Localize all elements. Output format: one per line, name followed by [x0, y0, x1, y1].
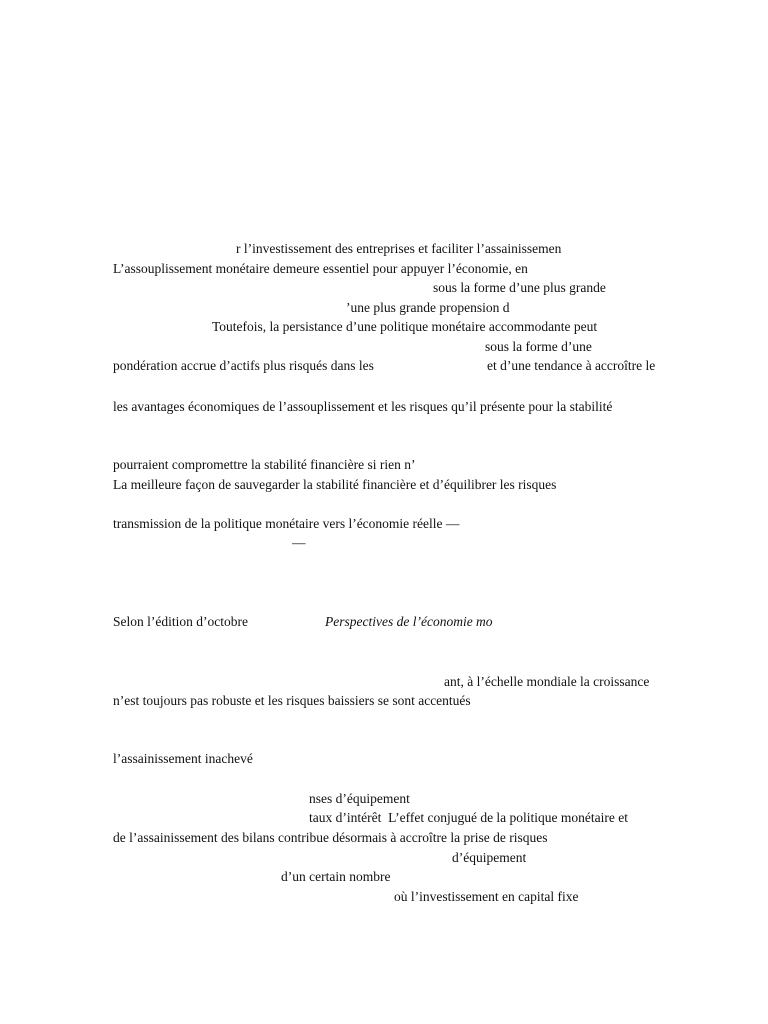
text-line: d’équipement — [452, 850, 527, 865]
text-line: sous la forme d’une plus grande — [433, 280, 606, 295]
text-line: d’un certain nombre — [281, 869, 391, 884]
text-line: ant, à l’échelle mondiale la croissance — [444, 674, 650, 689]
text-line: de l’assainissement des bilans contribue désormais à accroître la prise de risques — [113, 830, 548, 845]
text-line: où l’investissement en capital fixe — [394, 889, 579, 904]
text-line: ’une plus grande propension d — [346, 300, 510, 315]
text-line: pourraient compromettre la stabilité financière si rien n’ — [113, 457, 416, 472]
text-line: et d’une tendance à accroître le — [487, 358, 656, 373]
text-line: l’assainissement inachevé — [113, 751, 253, 766]
text-line: r l’investissement des entreprises et faciliter l’assainissemen — [236, 241, 562, 256]
text-line: pondération accrue d’actifs plus risqués dans les — [113, 358, 374, 373]
text-line: transmission de la politique monétaire vers l’économie réelle — — [113, 516, 460, 531]
dash-line: — — [292, 535, 306, 550]
text-line: les avantages économiques de l’assouplissement et les risques qu’il présente pour la stabilité — [113, 399, 613, 414]
text-line: La meilleure façon de sauvegarder la stabilité financière et d’équilibrer les risques — [113, 477, 557, 492]
text-line: sous la forme d’une — [485, 339, 592, 354]
text-line: Toutefois, la persistance d’une politique monétaire accommodante peut — [212, 319, 598, 334]
text-line: taux d’intérêt L’effet conjugué de la politique monétaire et — [309, 810, 629, 825]
publication-title: Perspectives de l’économie mo — [325, 614, 493, 629]
text-line: n’est toujours pas robuste et les risques baissiers se sont accentués — [113, 693, 471, 708]
text-line: L’assouplissement monétaire demeure essentiel pour appuyer l’économie, en — [113, 261, 528, 276]
text-line: Selon l’édition d’octobre — [113, 614, 248, 629]
text-line: nses d’équipement — [309, 791, 410, 806]
